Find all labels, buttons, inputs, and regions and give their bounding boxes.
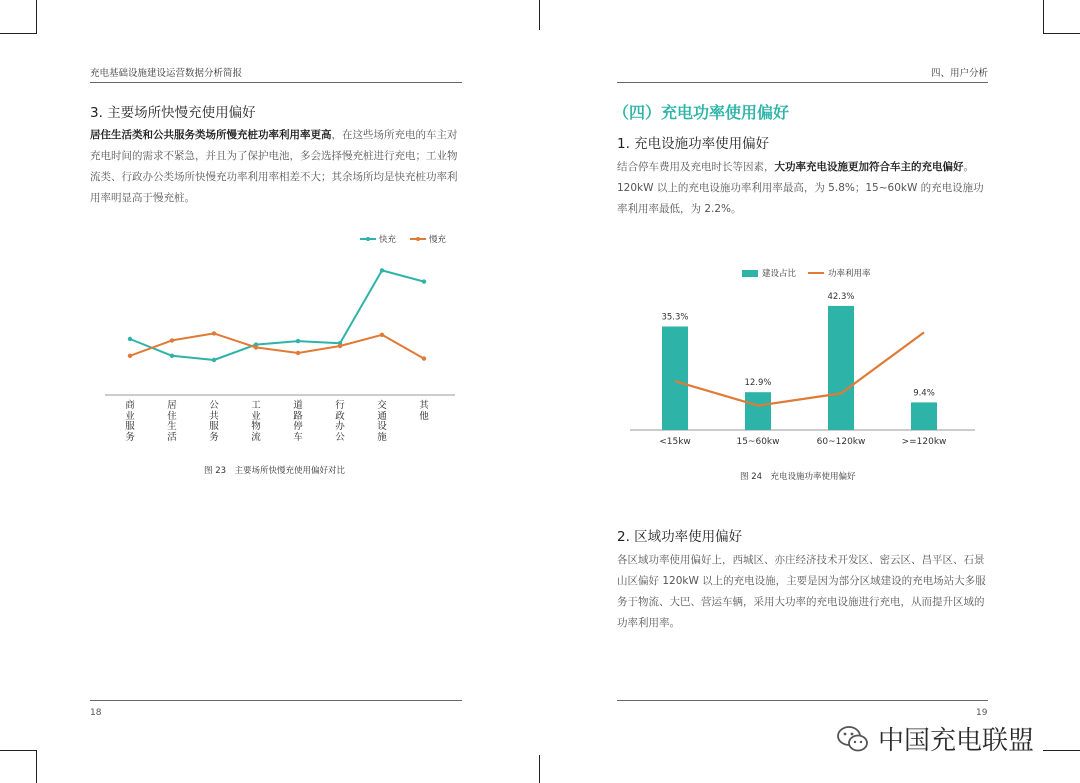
- crop-mark: [539, 0, 540, 30]
- bar: [662, 327, 688, 431]
- figure-caption: 图 23 主要场所快慢充使用偏好对比: [204, 466, 346, 476]
- chart-legend: [360, 233, 446, 245]
- legend-line-icon: [410, 235, 426, 243]
- watermark-text: 中国充电联盟: [878, 726, 1035, 756]
- footer-rule: [617, 700, 988, 701]
- subsection-heading: 1. 充电设施功率使用偏好: [617, 136, 770, 152]
- section-heading: 3. 主要场所快慢充使用偏好: [90, 105, 256, 121]
- figure-caption: 图 24 充电设施功率使用偏好: [740, 472, 856, 482]
- category-label: 行政办公: [335, 400, 345, 443]
- data-point: [212, 331, 216, 335]
- data-label: 42.3%: [827, 291, 855, 302]
- wechat-icon: [836, 725, 870, 753]
- bar-line-chart: [630, 280, 980, 450]
- data-point: [380, 268, 384, 272]
- category-label: 商业服务: [125, 400, 135, 443]
- body-paragraph: 各区域功率使用偏好上，西城区、亦庄经济技术开发区、密云区、昌平区、石景山区偏好 120kW 以上的充电设施，主要是因为部分区域建设的充电场站大多服务于物流、大巴、营运车辆，采用大功率的充电设施进行充电，从而提升区域的功率利用率。: [617, 554, 986, 629]
- crop-mark: [36, 0, 37, 33]
- bar: [828, 306, 854, 430]
- data-point: [296, 339, 300, 343]
- data-label: 9.4%: [913, 388, 935, 399]
- crop-mark: [1043, 750, 1080, 751]
- page-header: 充电基础设施建设运营数据分析简报: [90, 68, 243, 79]
- crop-mark: [539, 755, 540, 783]
- bold-text: 大功率充电设施更加符合车主的充电偏好: [774, 161, 964, 173]
- series-line: [130, 270, 424, 360]
- data-point: [170, 354, 174, 358]
- category-label: 其他: [419, 400, 429, 422]
- header-rule: [617, 82, 988, 83]
- legend-label: 功率利用率: [828, 269, 871, 279]
- data-point: [254, 345, 258, 349]
- category-label: <15kw: [659, 437, 691, 447]
- page-number: 19: [976, 708, 988, 718]
- footer-rule: [90, 700, 462, 701]
- data-point: [338, 344, 342, 348]
- header-rule: [90, 82, 462, 83]
- body-paragraph: [90, 125, 462, 209]
- category-label: 公共服务: [209, 400, 219, 443]
- legend-label: 建设占比: [762, 269, 797, 279]
- paragraph-text: 结合停车费用及充电时长等因素，: [617, 161, 775, 173]
- data-point: [422, 279, 426, 283]
- section-title: （四）充电功率使用偏好: [613, 103, 790, 122]
- series-line: [675, 332, 924, 405]
- crop-mark: [0, 33, 37, 34]
- data-point: [128, 354, 132, 358]
- bold-text: 居住生活类和公共服务类场所慢充桩功率利用率更高: [90, 129, 332, 141]
- bar: [745, 392, 771, 430]
- category-label: 60~120kw: [816, 437, 866, 447]
- category-label: >=120kw: [901, 437, 947, 447]
- subsection-heading: 2. 区域功率使用偏好: [617, 529, 743, 545]
- crop-mark: [1043, 33, 1080, 34]
- bar: [911, 402, 937, 430]
- data-point: [170, 338, 174, 342]
- category-label: 工业物流: [251, 400, 261, 443]
- paragraph-text: 。120kW 以上的充电设施功率利用率最高，为 5.8%；15~60kW 的充电设施功率利用率最低，为 2.2%。: [617, 161, 984, 215]
- crop-mark: [36, 750, 37, 783]
- data-point: [296, 351, 300, 355]
- category-label: 交通设施: [377, 400, 387, 443]
- legend-label: 快充: [379, 235, 397, 245]
- legend-line-icon: [808, 269, 824, 277]
- data-point: [128, 337, 132, 341]
- legend-line-icon: [360, 235, 376, 243]
- data-point: [380, 333, 384, 337]
- category-label: 居住生活: [167, 400, 177, 443]
- category-label: 15~60kw: [736, 437, 780, 447]
- category-label: 道路停车: [293, 400, 303, 443]
- body-paragraph: [617, 157, 988, 220]
- data-point: [422, 356, 426, 360]
- paragraph-text: ，在这些场所充电的车主对充电时间的需求不紧急，并且为了保护电池，多会选择慢充桩进行充电；工业物流类、行政办公类场所快慢充功率利用率相差不大；其余场所均是快充桩功率利用率明显高于慢充桩。: [90, 129, 458, 204]
- legend-label: 慢充: [429, 235, 447, 245]
- series-line: [130, 333, 424, 358]
- chart-legend: [742, 267, 871, 279]
- legend-swatch: [742, 270, 758, 277]
- page-number: 18: [90, 708, 102, 718]
- line-chart: [100, 245, 460, 400]
- data-label: 35.3%: [661, 312, 689, 323]
- page-header: 四、用户分析: [930, 68, 988, 79]
- watermark: [836, 720, 1034, 757]
- crop-mark: [0, 750, 37, 751]
- data-label: 12.9%: [744, 378, 772, 389]
- data-point: [212, 358, 216, 362]
- crop-mark: [1043, 0, 1044, 33]
